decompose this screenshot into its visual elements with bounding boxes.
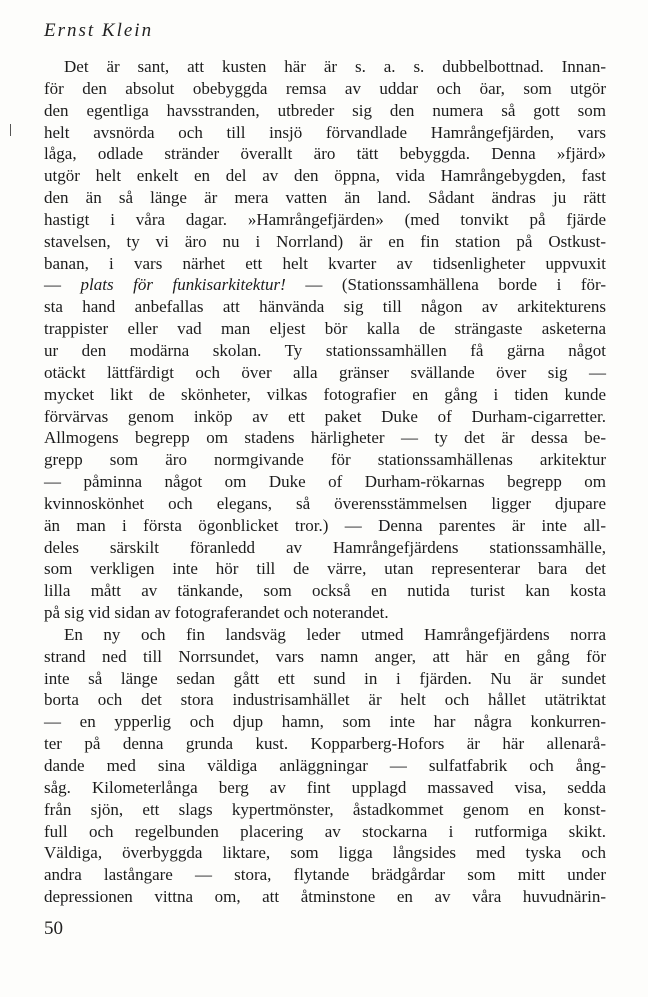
text-line: Väldiga, överbyggda liktare, som ligga långsides med tyska och xyxy=(44,843,606,863)
text-line: den egentliga havsstranden, utbreder sig den numera så gott som xyxy=(44,100,606,120)
page-number: 50 xyxy=(44,918,63,939)
text-line: inte så länge sedan gått ett sund in i fjärden. Nu är sundet xyxy=(44,668,606,688)
text-line: dande med sina väldiga anläggningar — sulfatfabrik och ång- xyxy=(44,756,606,775)
body-text xyxy=(44,56,606,908)
text-line: förvärvas genom inköp av ett paket Duke of Durham-cigarretter. xyxy=(44,406,606,426)
text-line: depressionen vittna om, att åtminstone en av våra huvudnärin- xyxy=(44,887,606,907)
text-line: för den absolut obebyggda remsa av uddar och öar, som utgör xyxy=(44,78,606,98)
text-line: hastigt i våra dagar. »Hamrångefjärden» (med tonvikt på fjärde xyxy=(44,209,606,229)
text-line: mycket likt de skönheter, vilkas fotografier en gång i tiden kunde xyxy=(44,384,606,404)
text-line: som verkligen inte hör till de värre, utan representerar bara det xyxy=(44,559,606,579)
text-line: sta hand anbefallas att hänvända sig till någon av arkitekturens xyxy=(44,297,606,317)
margin-mark xyxy=(10,124,11,136)
text-line: andra lastångare — stora, flytande brädgårdar som mitt under xyxy=(44,865,606,885)
text-line: helt avsnörda och till insjö förvandlade Hamrångefjärden, vars xyxy=(44,122,606,142)
text-line: strand ned till Norrsundet, vars namn anger, att här en gång för xyxy=(44,646,606,666)
text-line: utgör helt enkelt en del av den öppna, vida Hamrångebygden, fast xyxy=(44,166,606,186)
text-line: — påminna något om Duke of Durham-rökarnas begrepp om xyxy=(44,472,606,492)
text-line: Det är sant, att kusten här är s. a. s. dubbelbottnad. Innan- xyxy=(64,57,606,76)
text-line: borta och det stora industrisamhället är helt och hållet utätriktat xyxy=(44,690,606,710)
text-line-italic-phrase: — plats för funkisarkitektur! — (Stationssamhällena borde i för- xyxy=(44,275,606,295)
text-line: på sig vid sidan av fotograferandet och noterandet. xyxy=(44,603,389,623)
text-line: såg. Kilometerlånga berg av fint upplagd massaved visa, sedda xyxy=(44,777,606,797)
text-line: En ny och fin landsväg leder utmed Hamrångefjärdens norra xyxy=(64,624,606,644)
text-line: låga, odlade stränder överallt äro tätt bebyggda. Denna »fjärd» xyxy=(44,144,606,164)
text-line: ter på denna grunda kust. Kopparberg-Hofors är här allenarå- xyxy=(44,734,606,754)
text-line: stavelsen, ty vi äro nu i Norrland) är en fin station på Ostkust- xyxy=(44,231,606,251)
text-line: från sjön, ett slags kypertmönster, åstadkommet genom en konst- xyxy=(44,799,606,819)
text-line: Allmogens begrepp om stadens härligheter — ty det är dessa be- xyxy=(44,428,606,448)
running-head: Ernst Klein xyxy=(44,20,154,41)
text-line: den än så länge är mera vatten än land. Sådant ändras ju rätt xyxy=(44,188,606,208)
text-line: kvinnoskönhet och elegans, så överensstämmelsen ligger djupare xyxy=(44,493,606,513)
text-line: ur den modärna skolan. Ty stationssamhällen få gärna något xyxy=(44,340,606,360)
text-line: deles särskilt föranledd av Hamrångefjärdens stationssamhälle, xyxy=(44,537,606,557)
italic-emphasis: plats för funkisarkitektur! xyxy=(80,275,286,295)
text-line: banan, i vars närhet ett helt kvarter av tidsenligheter uppvuxit xyxy=(44,253,606,273)
text-line: trappister eller vad man eljest bör kalla de strängaste asketerna xyxy=(44,319,606,339)
text-line: grepp som äro normgivande för stationssamhällenas arkitektur xyxy=(44,450,606,470)
text-line: lilla mått av tänkande, som också en nutida turist kan kosta xyxy=(44,581,606,601)
text-line: än man i första ögonblicket tror.) — Denna parentes är inte all- xyxy=(44,515,606,535)
text-line: — en ypperlig och djup hamn, som inte har några konkurren- xyxy=(44,712,606,732)
text-line: full och regelbunden placering av stockarna i rutformiga skikt. xyxy=(44,821,606,841)
text-line: otäckt lättfärdigt och över alla gränser svällande över sig — xyxy=(44,362,606,382)
